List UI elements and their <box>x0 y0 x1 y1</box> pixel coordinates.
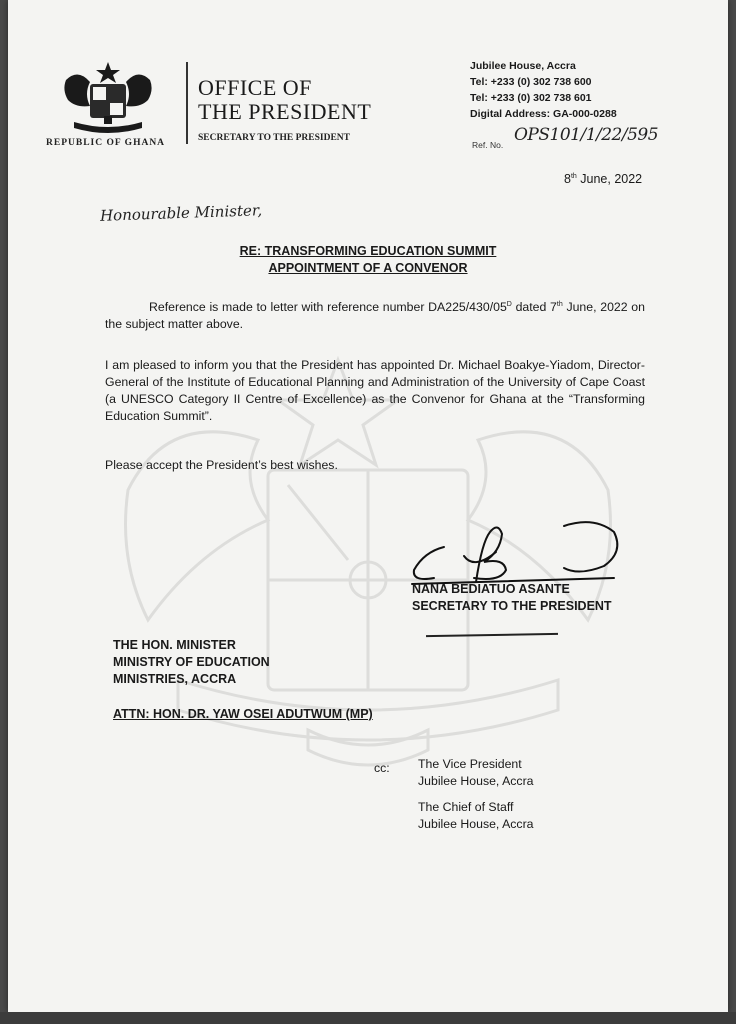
addressee-line2: MINISTRY OF EDUCATION <box>113 655 270 669</box>
digital-address: Digital Address: GA-000-0288 <box>470 108 617 120</box>
p1-sup-d: D <box>506 301 512 308</box>
cc-list <box>418 756 534 842</box>
paragraph-wishes: Please accept the President’s best wishes. <box>105 458 338 472</box>
contact-block <box>470 58 617 122</box>
cc-recipient <box>418 799 534 833</box>
ghana-coat-of-arms-icon <box>60 60 156 136</box>
date-suffix: th <box>570 172 577 180</box>
handwritten-signature <box>404 512 634 592</box>
paragraph-reference <box>105 296 645 333</box>
date-day: 8 <box>564 172 571 186</box>
cc-recipient-address: Jubilee House, Accra <box>418 774 534 788</box>
p1-sup-th: th <box>556 301 563 308</box>
signatory-block <box>412 581 612 615</box>
office-title-line1: OFFICE OF <box>198 75 312 100</box>
address: Jubilee House, Accra <box>470 60 576 72</box>
subject-line2: APPOINTMENT OF A CONVENOR <box>268 261 468 275</box>
subject-heading <box>8 243 728 277</box>
signatory-name: NANA BEDIATUO ASANTE <box>412 582 570 596</box>
cc-recipient-address: Jubilee House, Accra <box>418 817 534 831</box>
cc-recipient <box>418 756 534 790</box>
cc-label: cc: <box>374 761 390 775</box>
cc-recipient-name: The Vice President <box>418 757 522 771</box>
cc-recipient-name: The Chief of Staff <box>418 800 514 814</box>
attention-line: ATTN: HON. DR. YAW OSEI ADUTWUM (MP) <box>113 707 373 721</box>
country-name: REPUBLIC OF GHANA <box>46 138 166 148</box>
salutation: Honourable Minister, <box>99 201 263 225</box>
letter-page <box>8 0 728 1012</box>
p1-text-a: Reference is made to letter with reference number DA225/430/05 <box>149 300 507 315</box>
subject-line1: RE: TRANSFORMING EDUCATION SUMMIT <box>239 244 497 258</box>
header-divider <box>186 62 188 144</box>
paragraph-appointment: I am pleased to inform you that the President has appointed Dr. Michael Boakye-Yiadom, Director-General of the Institute of Educational Planning and Administration of the University of Cape Coast (a UNESCO Category II Centre of Excellence) as the Convenor for Ghana at the “Transforming Education Summit”. <box>105 358 645 423</box>
addressee-line3: MINISTRIES, ACCRA <box>113 672 237 686</box>
letter-date <box>564 172 642 186</box>
addressee-block <box>113 637 270 688</box>
office-title-line2: THE PRESIDENT <box>198 99 372 124</box>
p1-text-c: June, 2022 on the subject matter above. <box>105 300 645 332</box>
telephone-1: Tel: +233 (0) 302 738 600 <box>470 76 592 88</box>
ref-number: OPS101/1/22/595 <box>514 125 659 145</box>
signatory-title: SECRETARY TO THE PRESIDENT <box>412 599 612 613</box>
ref-label: Ref. No. <box>472 140 504 150</box>
office-subtitle: SECRETARY TO THE PRESIDENT <box>198 133 350 143</box>
telephone-2: Tel: +233 (0) 302 738 601 <box>470 92 592 104</box>
office-title <box>198 76 371 124</box>
p1-text-b: dated 7 <box>511 300 557 315</box>
date-rest: June, 2022 <box>576 172 643 186</box>
viewer-bottom-bar <box>0 1012 736 1024</box>
addressee-line1: THE HON. MINISTER <box>113 638 236 652</box>
